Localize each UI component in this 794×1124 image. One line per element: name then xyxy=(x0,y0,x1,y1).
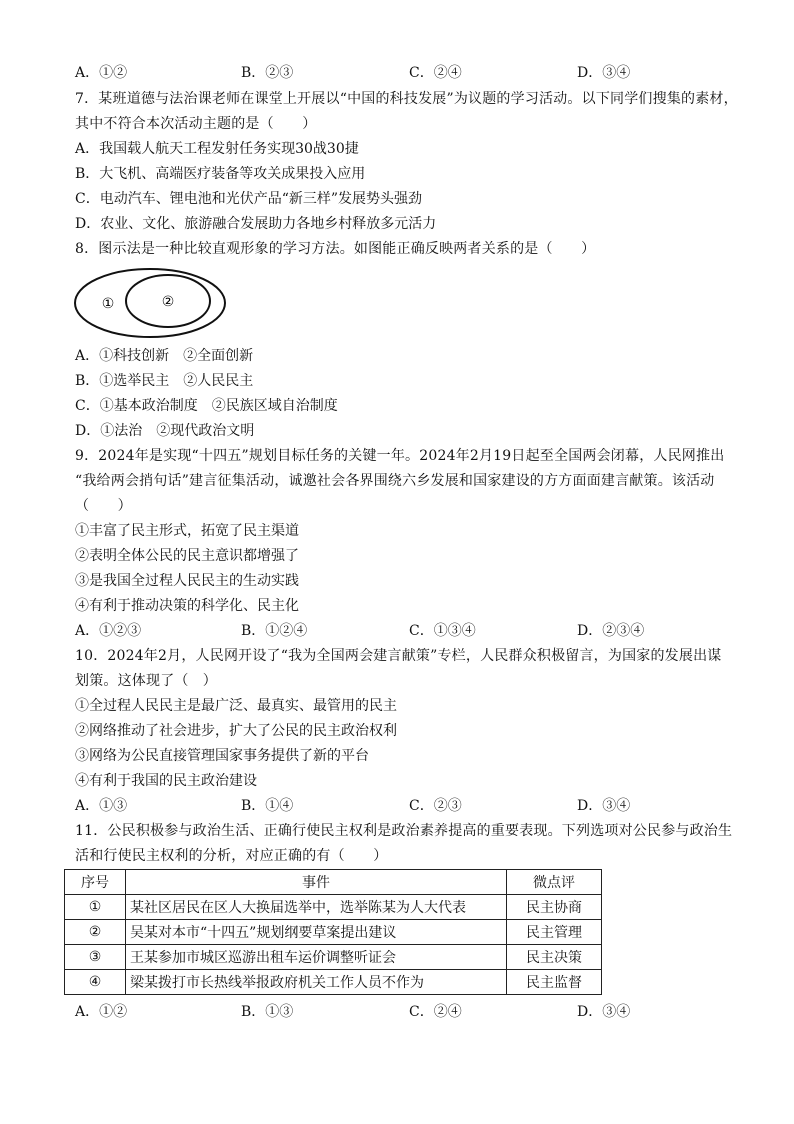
q11-stem-line-2: 活和行使民主权利的分析，对应正确的有（ ） xyxy=(75,848,388,864)
q9-statement-4: ④有利于推动决策的科学化、民主化 xyxy=(75,598,299,614)
q10-statement-2: ②网络推动了社会进步，扩大了公民的民主政治权利 xyxy=(75,723,397,739)
q11-option-a: A．①② xyxy=(75,1004,128,1020)
table-row xyxy=(65,970,602,995)
row-event: 王某参加市城区巡游出租车运价调整听证会 xyxy=(126,945,507,970)
q11-options xyxy=(75,1003,715,1021)
q7-choice-a: A．我国载人航天工程发射任务实现30战30捷 xyxy=(75,141,359,157)
q10-option-d: D．③④ xyxy=(577,798,631,814)
table-header-row xyxy=(65,870,602,895)
q7-stem-line-2: 其中不符合本次活动主题的是（ ） xyxy=(75,116,317,132)
q6-options xyxy=(75,64,715,82)
q11-option-d: D．③④ xyxy=(577,1004,631,1020)
row-index: ④ xyxy=(65,970,126,995)
header-comment: 微点评 xyxy=(507,870,602,895)
q9-option-b: B．①②④ xyxy=(241,623,308,639)
q9-stem-line-1: 9．2024年是实现“十四五”规划目标任务的关键一年。2024年2月19日起至全国两会闭幕，人民网推出 xyxy=(75,448,725,464)
q10-option-a: A．①③ xyxy=(75,798,128,814)
inner-label: ② xyxy=(161,294,175,310)
row-event: 吴某对本市“十四五”规划纲要草案提出建议 xyxy=(126,920,507,945)
table-row xyxy=(65,945,602,970)
header-event: 事件 xyxy=(126,870,507,895)
q9-stem-line-2: “我给两会捎句话”建言征集活动，诚邀社会各界围绕六乡发展和国家建设的方方面面建言献策。该活动 xyxy=(75,473,715,489)
row-index: ② xyxy=(65,920,126,945)
q9-stem-line-3: （ ） xyxy=(75,498,132,514)
q9-option-d: D．②③④ xyxy=(577,623,645,639)
row-index: ① xyxy=(65,895,126,920)
q10-statement-3: ③网络为公民直接管理国家事务提供了新的平台 xyxy=(75,748,369,764)
q7-choice-b: B．大飞机、高端医疗装备等攻关成果投入应用 xyxy=(75,166,366,182)
q11-events-table xyxy=(64,869,602,995)
q6-option-a: A．①② xyxy=(75,65,128,81)
q10-option-c: C．②③ xyxy=(409,798,462,814)
q9-statement-3: ③是我国全过程人民民主的生动实践 xyxy=(75,573,299,589)
q10-stem-line-2: 划策。这体现了（ ） xyxy=(75,673,217,689)
outer-label: ① xyxy=(101,296,115,312)
table-row xyxy=(65,920,602,945)
outer-ellipse xyxy=(75,269,225,337)
q9-option-a: A．①②③ xyxy=(75,623,142,639)
q7-choice-c: C．电动汽车、锂电池和光伏产品“新三样”发展势头强劲 xyxy=(75,191,423,207)
q10-options xyxy=(75,797,715,815)
q8-choice-d: D．①法治 ②现代政治文明 xyxy=(75,423,255,439)
q9-statement-2: ②表明全体公民的民主意识都增强了 xyxy=(75,548,299,564)
q11-option-c: C．②④ xyxy=(409,1004,462,1020)
q7-choice-d: D．农业、文化、旅游融合发展助力各地乡村释放多元活力 xyxy=(75,216,437,232)
row-comment: 民主决策 xyxy=(507,945,602,970)
row-comment: 民主监督 xyxy=(507,970,602,995)
header-index: 序号 xyxy=(65,870,126,895)
q8-choice-b: B．①选举民主 ②人民民主 xyxy=(75,373,254,389)
q10-statement-4: ④有利于我国的民主政治建设 xyxy=(75,773,257,789)
q10-stem-line-1: 10．2024年2月，人民网开设了“我为全国两会建言献策”专栏，人民群众积极留言，为国家的发展出谋 xyxy=(75,648,722,664)
row-comment: 民主协商 xyxy=(507,895,602,920)
q10-statement-1: ①全过程人民民主是最广泛、最真实、最管用的民主 xyxy=(75,698,397,714)
q9-statement-1: ①丰富了民主形式，拓宽了民主渠道 xyxy=(75,523,299,539)
row-comment: 民主管理 xyxy=(507,920,602,945)
q9-option-c: C．①③④ xyxy=(409,623,476,639)
row-index: ③ xyxy=(65,945,126,970)
q8-choice-a: A．①科技创新 ②全面创新 xyxy=(75,348,254,364)
row-event: 某社区居民在区人大换届选举中，选举陈某为人大代表 xyxy=(126,895,507,920)
q11-option-b: B．①③ xyxy=(241,1004,294,1020)
table-row xyxy=(65,895,602,920)
q6-option-c: C．②④ xyxy=(409,65,462,81)
q9-options xyxy=(75,622,715,640)
row-event: 梁某拨打市长热线举报政府机关工作人员不作为 xyxy=(126,970,507,995)
q10-option-b: B．①④ xyxy=(241,798,294,814)
q8-venn-diagram xyxy=(72,266,228,340)
q8-stem: 8．图示法是一种比较直观形象的学习方法。如图能正确反映两者关系的是（ ） xyxy=(75,241,596,257)
q6-option-b: B．②③ xyxy=(241,65,294,81)
q8-choice-c: C．①基本政治制度 ②民族区域自治制度 xyxy=(75,398,338,414)
q6-option-d: D．③④ xyxy=(577,65,631,81)
q7-stem-line-1: 7．某班道德与法治课老师在课堂上开展以“中国的科技发展”为议题的学习活动。以下同学们搜集的素材， xyxy=(75,91,738,107)
q11-stem-line-1: 11．公民积极参与政治生活、正确行使民主权利是政治素养提高的重要表现。下列选项对公民参与政治生 xyxy=(75,823,733,839)
